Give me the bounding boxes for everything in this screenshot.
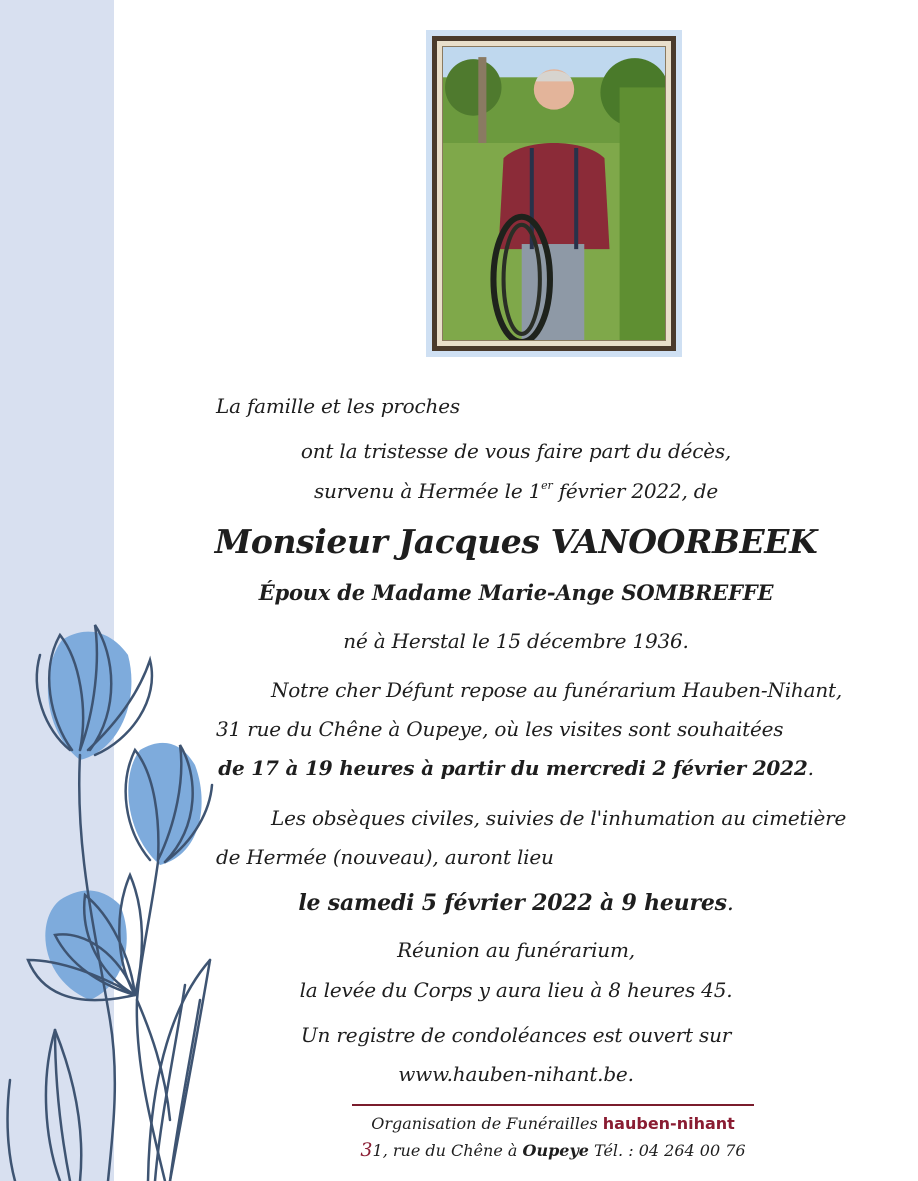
intro-line: La famille et les proches bbox=[216, 394, 460, 418]
registry-line: Un registre de condoléances est ouvert sur bbox=[300, 1023, 732, 1047]
deceased-name: Monsieur Jacques VANOORBEEK bbox=[214, 522, 818, 561]
footer-organizer bbox=[352, 1113, 754, 1135]
funeral-date-line bbox=[114, 889, 918, 918]
announce-line: ont la tristesse de vous faire part du décès, bbox=[300, 439, 732, 463]
brand-logo-text: hauben-nihant bbox=[602, 1114, 735, 1133]
levee-line: la levée du Corps y aura lieu à 8 heures 45. bbox=[299, 978, 733, 1002]
death-date-line bbox=[114, 478, 918, 504]
footer-org-label: Organisation de Funérailles bbox=[371, 1114, 603, 1133]
visits-hours: de 17 à 19 heures à partir du mercredi 2 février 2022 bbox=[218, 756, 808, 780]
visits-period: . bbox=[807, 756, 814, 780]
repose-line-1: Notre cher Défunt repose au funérarium Hauben-Nihant, bbox=[271, 678, 843, 702]
funeral-date-period: . bbox=[726, 891, 734, 916]
obseques-line-2: de Hermée (nouveau), auront lieu bbox=[216, 845, 554, 869]
death-date-prefix: survenu à Hermée le 1 bbox=[313, 479, 542, 503]
portrait-photo bbox=[442, 46, 666, 341]
footer-phone: Tél. : 04 264 00 76 bbox=[588, 1141, 746, 1160]
footer-address-accent: 3 bbox=[360, 1139, 373, 1161]
death-date-suffix: février 2022, de bbox=[552, 479, 719, 503]
footer-address bbox=[352, 1139, 754, 1162]
spouse-line: Époux de Madame Marie-Ange SOMBREFFE bbox=[258, 580, 774, 605]
footer-address-street: 1, rue du Chêne à bbox=[372, 1141, 523, 1160]
visits-line bbox=[114, 755, 918, 781]
footer-divider bbox=[352, 1104, 754, 1106]
footer-address-city: Oupeye bbox=[522, 1141, 589, 1160]
repose-line-2: 31 rue du Chêne à Oupeye, où les visites sont souhaitées bbox=[216, 717, 784, 741]
website-line: www.hauben-nihant.be. bbox=[398, 1062, 634, 1086]
portrait-mat bbox=[432, 36, 676, 351]
birth-line: né à Herstal le 15 décembre 1936. bbox=[343, 629, 689, 653]
obseques-line-1: Les obsèques civiles, suivies de l'inhumation au cimetière bbox=[271, 806, 847, 830]
portrait-frame bbox=[426, 30, 682, 357]
ordinal-suffix: er bbox=[541, 479, 553, 492]
reunion-line: Réunion au funérarium, bbox=[397, 938, 635, 962]
funeral-date: le samedi 5 février 2022 à 9 heures bbox=[298, 890, 727, 916]
